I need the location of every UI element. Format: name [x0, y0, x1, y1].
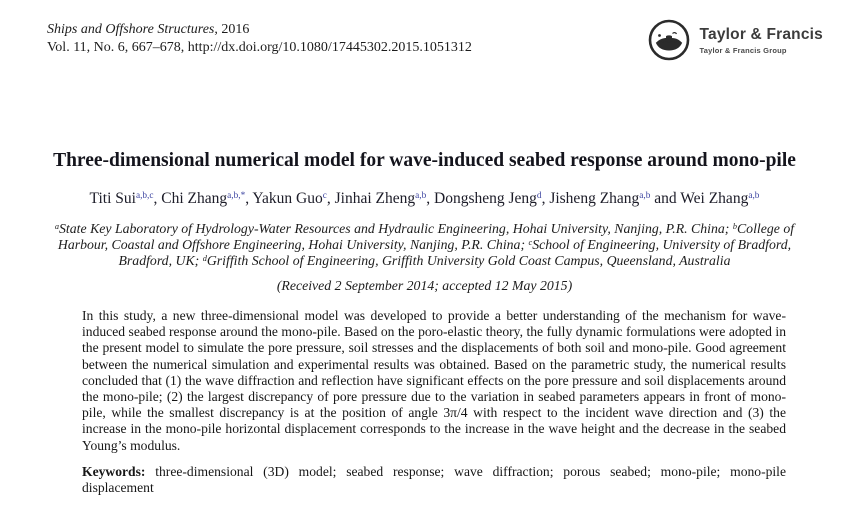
- abstract-block: [82, 308, 786, 496]
- journal-info: [47, 21, 472, 57]
- authors-line: Titi Sui$^{a,b,c}$, Chi Zhang$^{a,b,*}$, Yakun Guo$^c$, Jinhai Zheng$^{a,b}$, Dongsheng Jeng$^d$, Jisheng Zhang$^{a,b}$ and Wei Zhang$^{a,b}$: [89, 190, 760, 207]
- affiliations: $^a$State Key Laboratory of Hydrology-Water Resources and Hydraulic Engineering, Hohai University, Nanjing, P.R. China; $^b$College of Harbour, Coastal and Offshore Engineering, Hohai University, Nanjing, P.R. China; $^c$School of Engineering, University of Bradford, Bradford, UK; $^d$Griffith School of Engineering, Griffith University Gold Coast Campus, Queensland, Australia: [54, 221, 795, 268]
- journal-volume-doi: Vol. 11, No. 6, 667–678, http://dx.doi.org/10.1080/17445302.2015.1051312: [47, 40, 472, 55]
- author-name: Chi Zhang: [161, 190, 228, 207]
- affiliation-superscript: c: [528, 237, 533, 247]
- author-name: Dongsheng Jeng: [434, 190, 537, 207]
- keywords-label: Keywords:: [82, 463, 146, 479]
- author-affiliation-superscript: a,b: [415, 191, 427, 202]
- affiliation-superscript: b: [732, 221, 737, 231]
- received-accepted-dates: (Received 2 September 2014; accepted 12 May 2015): [276, 278, 573, 293]
- author-name: Wei Zhang: [680, 190, 749, 207]
- publisher-logo-text: [699, 26, 823, 55]
- author-name: Yakun Guo: [252, 190, 323, 207]
- author-affiliation-superscript: a,b,c: [135, 191, 154, 202]
- article-title: Three-dimensional numerical model for wave-induced seabed response around mono-pile: [53, 150, 796, 171]
- affiliation-superscript: d: [202, 253, 207, 263]
- abstract-text: In this study, a new three-dimensional model was developed to provide a better understanding of the mechanism for wave-induced seabed response around the mono-pile. Based on the poro-elastic theory, the fully dynamic formulations were adopted in the present model to simulate the pore pressure, soil stresses and the displacements of both soil and mono-pile. Good agreement between the numerical simulation and experimental results was obtained. Based on the parametric study, the numerical results concluded that (1) the wave diffraction and reflection have significant effects on the pore pressure and soil displacements around the mono-pile; (2) the largest discrepancy of pore pressure due to the variation in seabed parameters appears in front of mono-pile, while the smallest discrepancy is at the position of angle 3π/4 with respect to the incident wave direction and (3) the increase in the mono-pile horizontal displacement corresponds to the increase in the wave height and the decrease in the seabed Young’s modulus.: [82, 308, 786, 453]
- author-affiliation-superscript: c: [322, 191, 327, 202]
- affiliation-superscript: a: [54, 221, 60, 231]
- publisher-group: Taylor & Francis Group: [699, 45, 787, 55]
- author-name: Titi Sui: [89, 190, 136, 207]
- author-affiliation-superscript: d: [536, 191, 542, 202]
- keywords-text: three-dimensional (3D) model; seabed response; wave diffraction; porous seabed; mono-pile; mono-pile displacement: [82, 463, 786, 496]
- author-name: Jisheng Zhang: [549, 190, 640, 207]
- author-affiliation-superscript: a,b,*: [227, 191, 246, 202]
- taylor-francis-lamp-icon: [647, 18, 691, 62]
- keywords: [82, 464, 786, 496]
- publisher-logo: [647, 18, 823, 62]
- author-affiliation-superscript: a,b: [639, 191, 651, 202]
- publisher-name: Taylor & Francis: [699, 25, 823, 43]
- journal-title: Ships and Offshore Structures: [47, 22, 215, 37]
- author-affiliation-superscript: a,b: [748, 191, 760, 202]
- journal-year: , 2016: [214, 22, 250, 37]
- author-name: Jinhai Zheng: [334, 190, 416, 207]
- journal-line: [47, 21, 472, 39]
